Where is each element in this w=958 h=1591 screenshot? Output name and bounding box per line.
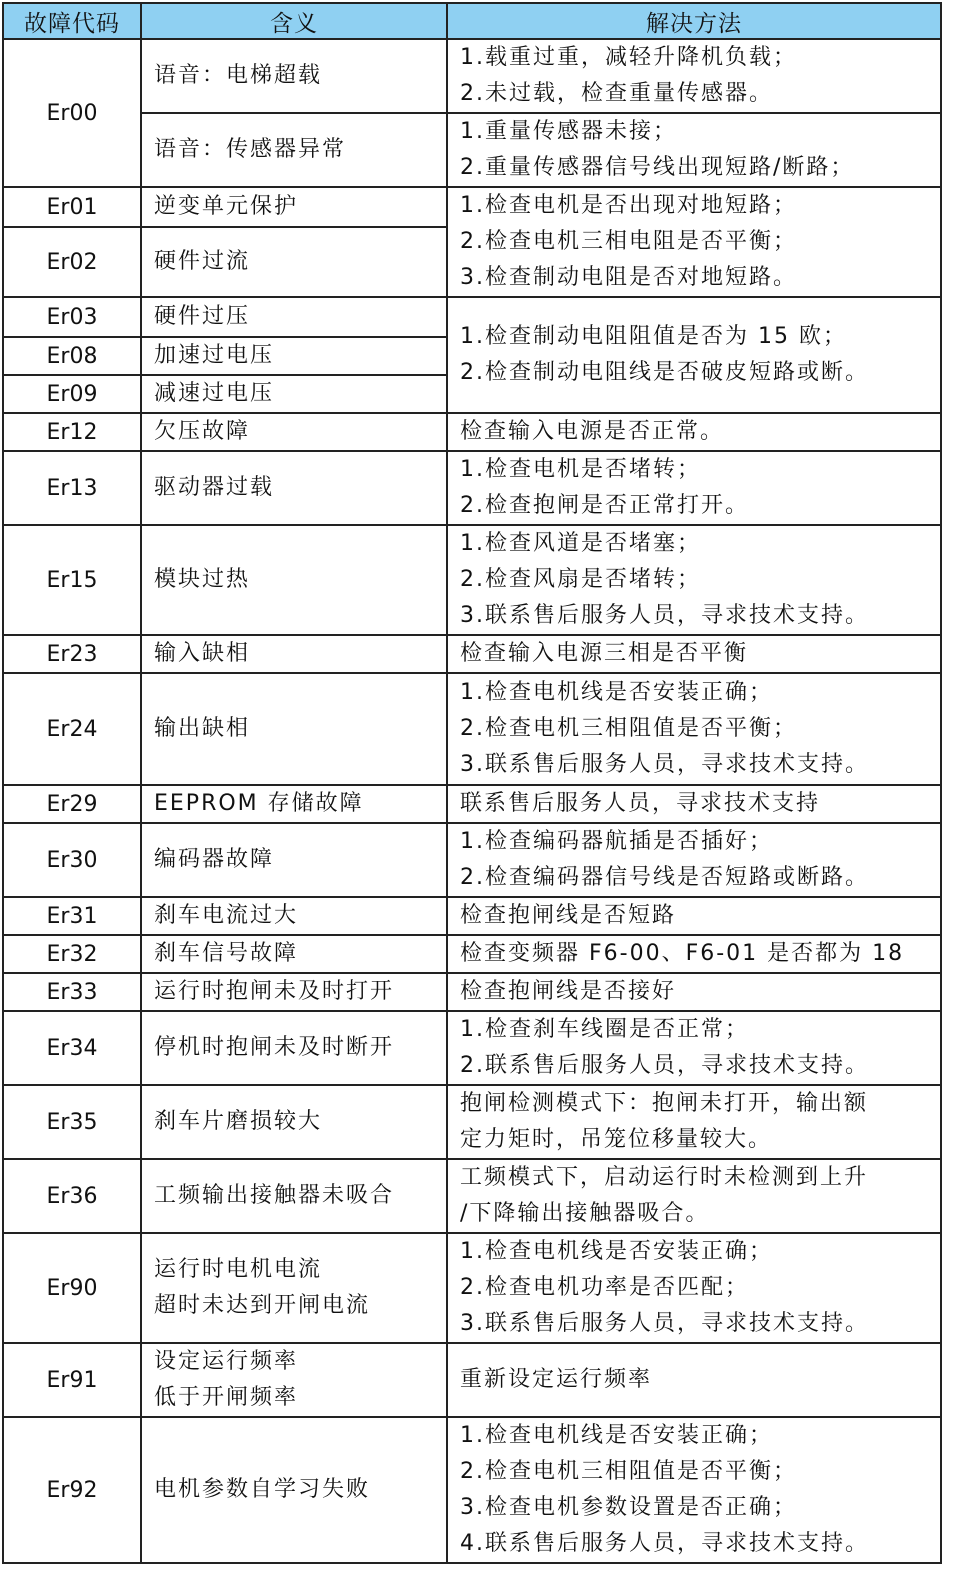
solution-line: 检查抱闸线是否短路 [460, 903, 677, 928]
solution-line: 1.检查风道是否堵塞； [460, 531, 701, 556]
fault-code-cell: Er90 [3, 1233, 141, 1343]
meaning-cell [141, 935, 447, 973]
meaning-line: 减速过电压 [154, 381, 275, 406]
header-fault-code: 故障代码 [3, 3, 141, 39]
fault-code-cell: Er00 [3, 39, 141, 187]
solution-line: 1.检查电机是否堵转； [460, 457, 701, 482]
solution-line: 2.检查抱闸是否正常打开。 [460, 493, 749, 518]
solution-cell [447, 785, 941, 823]
solution-cell [447, 1159, 941, 1233]
header-row [3, 3, 941, 39]
fault-code-cell: Er24 [3, 673, 141, 785]
fault-code-cell: Er01 [3, 187, 141, 227]
solution-line: 检查输入电源三相是否平衡 [460, 641, 749, 666]
meaning-line: 刹车信号故障 [154, 941, 299, 966]
solution-line: 2.检查风扇是否堵转； [460, 567, 701, 592]
meaning-cell [141, 375, 447, 413]
meaning-cell [141, 113, 447, 187]
table-row [3, 451, 941, 525]
meaning-cell [141, 897, 447, 935]
table-row [3, 973, 941, 1011]
meaning-cell [141, 1159, 447, 1233]
solution-cell [447, 1011, 941, 1085]
meaning-line: 电机参数自学习失败 [154, 1477, 371, 1502]
table-row [3, 413, 941, 451]
meaning-cell [141, 297, 447, 337]
meaning-cell [141, 1343, 447, 1417]
meaning-line: 超时未达到开闸电流 [154, 1293, 371, 1318]
fault-code-cell: Er30 [3, 823, 141, 897]
solution-line: 定力矩时，吊笼位移量较大。 [460, 1127, 773, 1152]
meaning-line: 输入缺相 [154, 641, 251, 666]
meaning-cell [141, 823, 447, 897]
meaning-cell [141, 413, 447, 451]
fault-code-cell: Er36 [3, 1159, 141, 1233]
meaning-line: 语音：传感器异常 [154, 137, 347, 162]
solution-cell [447, 39, 941, 113]
fault-code-cell: Er32 [3, 935, 141, 973]
solution-line: 1.检查刹车线圈是否正常； [460, 1017, 749, 1042]
fault-code-cell: Er91 [3, 1343, 141, 1417]
meaning-cell [141, 227, 447, 297]
solution-cell [447, 113, 941, 187]
solution-line: 3.联系售后服务人员，寻求技术支持。 [460, 603, 869, 628]
meaning-line: 设定运行频率 [154, 1349, 299, 1374]
solution-line: /下降输出接触器吸合。 [460, 1201, 710, 1226]
table-row [3, 1085, 941, 1159]
solution-line: 2.重量传感器信号线出现短路/断路； [460, 155, 855, 180]
solution-cell [447, 1233, 941, 1343]
fault-code-cell: Er29 [3, 785, 141, 823]
meaning-line: 刹车电流过大 [154, 903, 299, 928]
fault-code-cell: Er09 [3, 375, 141, 413]
solution-line: 2.检查电机三相阻值是否平衡； [460, 1459, 797, 1484]
meaning-line: 硬件过压 [154, 304, 251, 329]
solution-cell [447, 187, 941, 297]
solution-line: 3.联系售后服务人员，寻求技术支持。 [460, 1311, 869, 1336]
solution-line: 检查抱闸线是否接好 [460, 979, 677, 1004]
table-row [3, 113, 941, 187]
meaning-cell [141, 973, 447, 1011]
solution-line: 1.检查电机线是否安装正确； [460, 1423, 773, 1448]
fault-code-cell: Er92 [3, 1417, 141, 1563]
meaning-cell [141, 635, 447, 673]
solution-cell [447, 297, 941, 413]
solution-line: 检查变频器 F6-00、F6-01 是否都为 18 [460, 941, 905, 966]
solution-line: 2.检查制动电阻线是否破皮短路或断。 [460, 360, 869, 385]
meaning-line: 运行时电机电流 [154, 1257, 323, 1282]
table-row [3, 1233, 941, 1343]
meaning-line: 刹车片磨损较大 [154, 1109, 323, 1134]
solution-line: 重新设定运行频率 [460, 1367, 653, 1392]
table-row [3, 935, 941, 973]
fault-code-cell: Er35 [3, 1085, 141, 1159]
fault-code-cell: Er03 [3, 297, 141, 337]
meaning-line: 编码器故障 [154, 847, 275, 872]
meaning-cell [141, 1417, 447, 1563]
solution-line: 3.联系售后服务人员，寻求技术支持。 [460, 752, 869, 777]
fault-code-cell: Er08 [3, 337, 141, 375]
solution-cell [447, 1085, 941, 1159]
solution-cell [447, 673, 941, 785]
table-row [3, 39, 941, 113]
meaning-line: 停机时抱闸未及时断开 [154, 1035, 395, 1060]
meaning-line: 低于开闸频率 [154, 1385, 299, 1410]
meaning-cell [141, 337, 447, 375]
fault-code-cell: Er15 [3, 525, 141, 635]
fault-code-cell: Er13 [3, 451, 141, 525]
header-solution: 解决方法 [447, 3, 941, 39]
fault-code-cell: Er02 [3, 227, 141, 297]
meaning-cell [141, 39, 447, 113]
meaning-line: 驱动器过载 [154, 475, 275, 500]
table-row [3, 897, 941, 935]
table-row [3, 785, 941, 823]
header-meaning: 含义 [141, 3, 447, 39]
table-row [3, 673, 941, 785]
solution-line: 2.未过载，检查重量传感器。 [460, 81, 773, 106]
fault-code-table [2, 2, 942, 1564]
solution-line: 2.检查编码器信号线是否短路或断路。 [460, 865, 869, 890]
table-row [3, 1343, 941, 1417]
solution-line: 1.检查电机线是否安装正确； [460, 680, 773, 705]
meaning-cell [141, 785, 447, 823]
solution-cell [447, 897, 941, 935]
meaning-line: 欠压故障 [154, 419, 251, 444]
solution-line: 2.联系售后服务人员，寻求技术支持。 [460, 1053, 869, 1078]
fault-code-cell: Er33 [3, 973, 141, 1011]
meaning-line: 工频输出接触器未吸合 [154, 1183, 395, 1208]
meaning-line: 硬件过流 [154, 249, 251, 274]
meaning-line: 模块过热 [154, 567, 251, 592]
table-row [3, 187, 941, 227]
meaning-line: 语音：电梯超载 [154, 63, 323, 88]
solution-cell [447, 451, 941, 525]
solution-line: 联系售后服务人员，寻求技术支持 [460, 791, 821, 816]
meaning-cell [141, 187, 447, 227]
solution-line: 2.检查电机三相电阻是否平衡； [460, 229, 797, 254]
solution-line: 2.检查电机三相阻值是否平衡； [460, 716, 797, 741]
meaning-cell [141, 1011, 447, 1085]
solution-line: 4.联系售后服务人员，寻求技术支持。 [460, 1531, 869, 1556]
meaning-cell [141, 525, 447, 635]
solution-cell [447, 635, 941, 673]
meaning-cell [141, 451, 447, 525]
table-row [3, 823, 941, 897]
solution-line: 2.检查电机功率是否匹配； [460, 1275, 749, 1300]
fault-code-cell: Er23 [3, 635, 141, 673]
solution-cell [447, 413, 941, 451]
solution-line: 1.检查电机线是否安装正确； [460, 1239, 773, 1264]
solution-line: 抱闸检测模式下：抱闸未打开，输出额 [460, 1091, 869, 1116]
solution-cell [447, 1417, 941, 1563]
solution-line: 3.检查制动电阻是否对地短路。 [460, 265, 797, 290]
solution-cell [447, 823, 941, 897]
solution-line: 工频模式下，启动运行时未检测到上升 [460, 1165, 869, 1190]
meaning-line: EEPROM 存储故障 [154, 791, 364, 816]
solution-line: 检查输入电源是否正常。 [460, 419, 725, 444]
table-row [3, 297, 941, 337]
solution-cell [447, 1343, 941, 1417]
solution-line: 3.检查电机参数设置是否正确； [460, 1495, 797, 1520]
solution-line: 1.载重过重，减轻升降机负载； [460, 45, 797, 70]
solution-line: 1.检查制动电阻阻值是否为 15 欧； [460, 324, 847, 349]
table-row [3, 1159, 941, 1233]
meaning-cell [141, 673, 447, 785]
solution-cell [447, 525, 941, 635]
meaning-line: 逆变单元保护 [154, 194, 299, 219]
solution-cell [447, 973, 941, 1011]
meaning-line: 运行时抱闸未及时打开 [154, 979, 395, 1004]
fault-code-cell: Er34 [3, 1011, 141, 1085]
meaning-cell [141, 1085, 447, 1159]
table-row [3, 1011, 941, 1085]
meaning-line: 输出缺相 [154, 716, 251, 741]
solution-cell [447, 935, 941, 973]
meaning-cell [141, 1233, 447, 1343]
solution-line: 1.检查编码器航插是否插好； [460, 829, 773, 854]
table-row [3, 635, 941, 673]
solution-line: 1.重量传感器未接； [460, 119, 677, 144]
fault-code-cell: Er31 [3, 897, 141, 935]
meaning-line: 加速过电压 [154, 343, 275, 368]
table-row [3, 525, 941, 635]
table-row [3, 1417, 941, 1563]
fault-code-cell: Er12 [3, 413, 141, 451]
solution-line: 1.检查电机是否出现对地短路； [460, 193, 797, 218]
